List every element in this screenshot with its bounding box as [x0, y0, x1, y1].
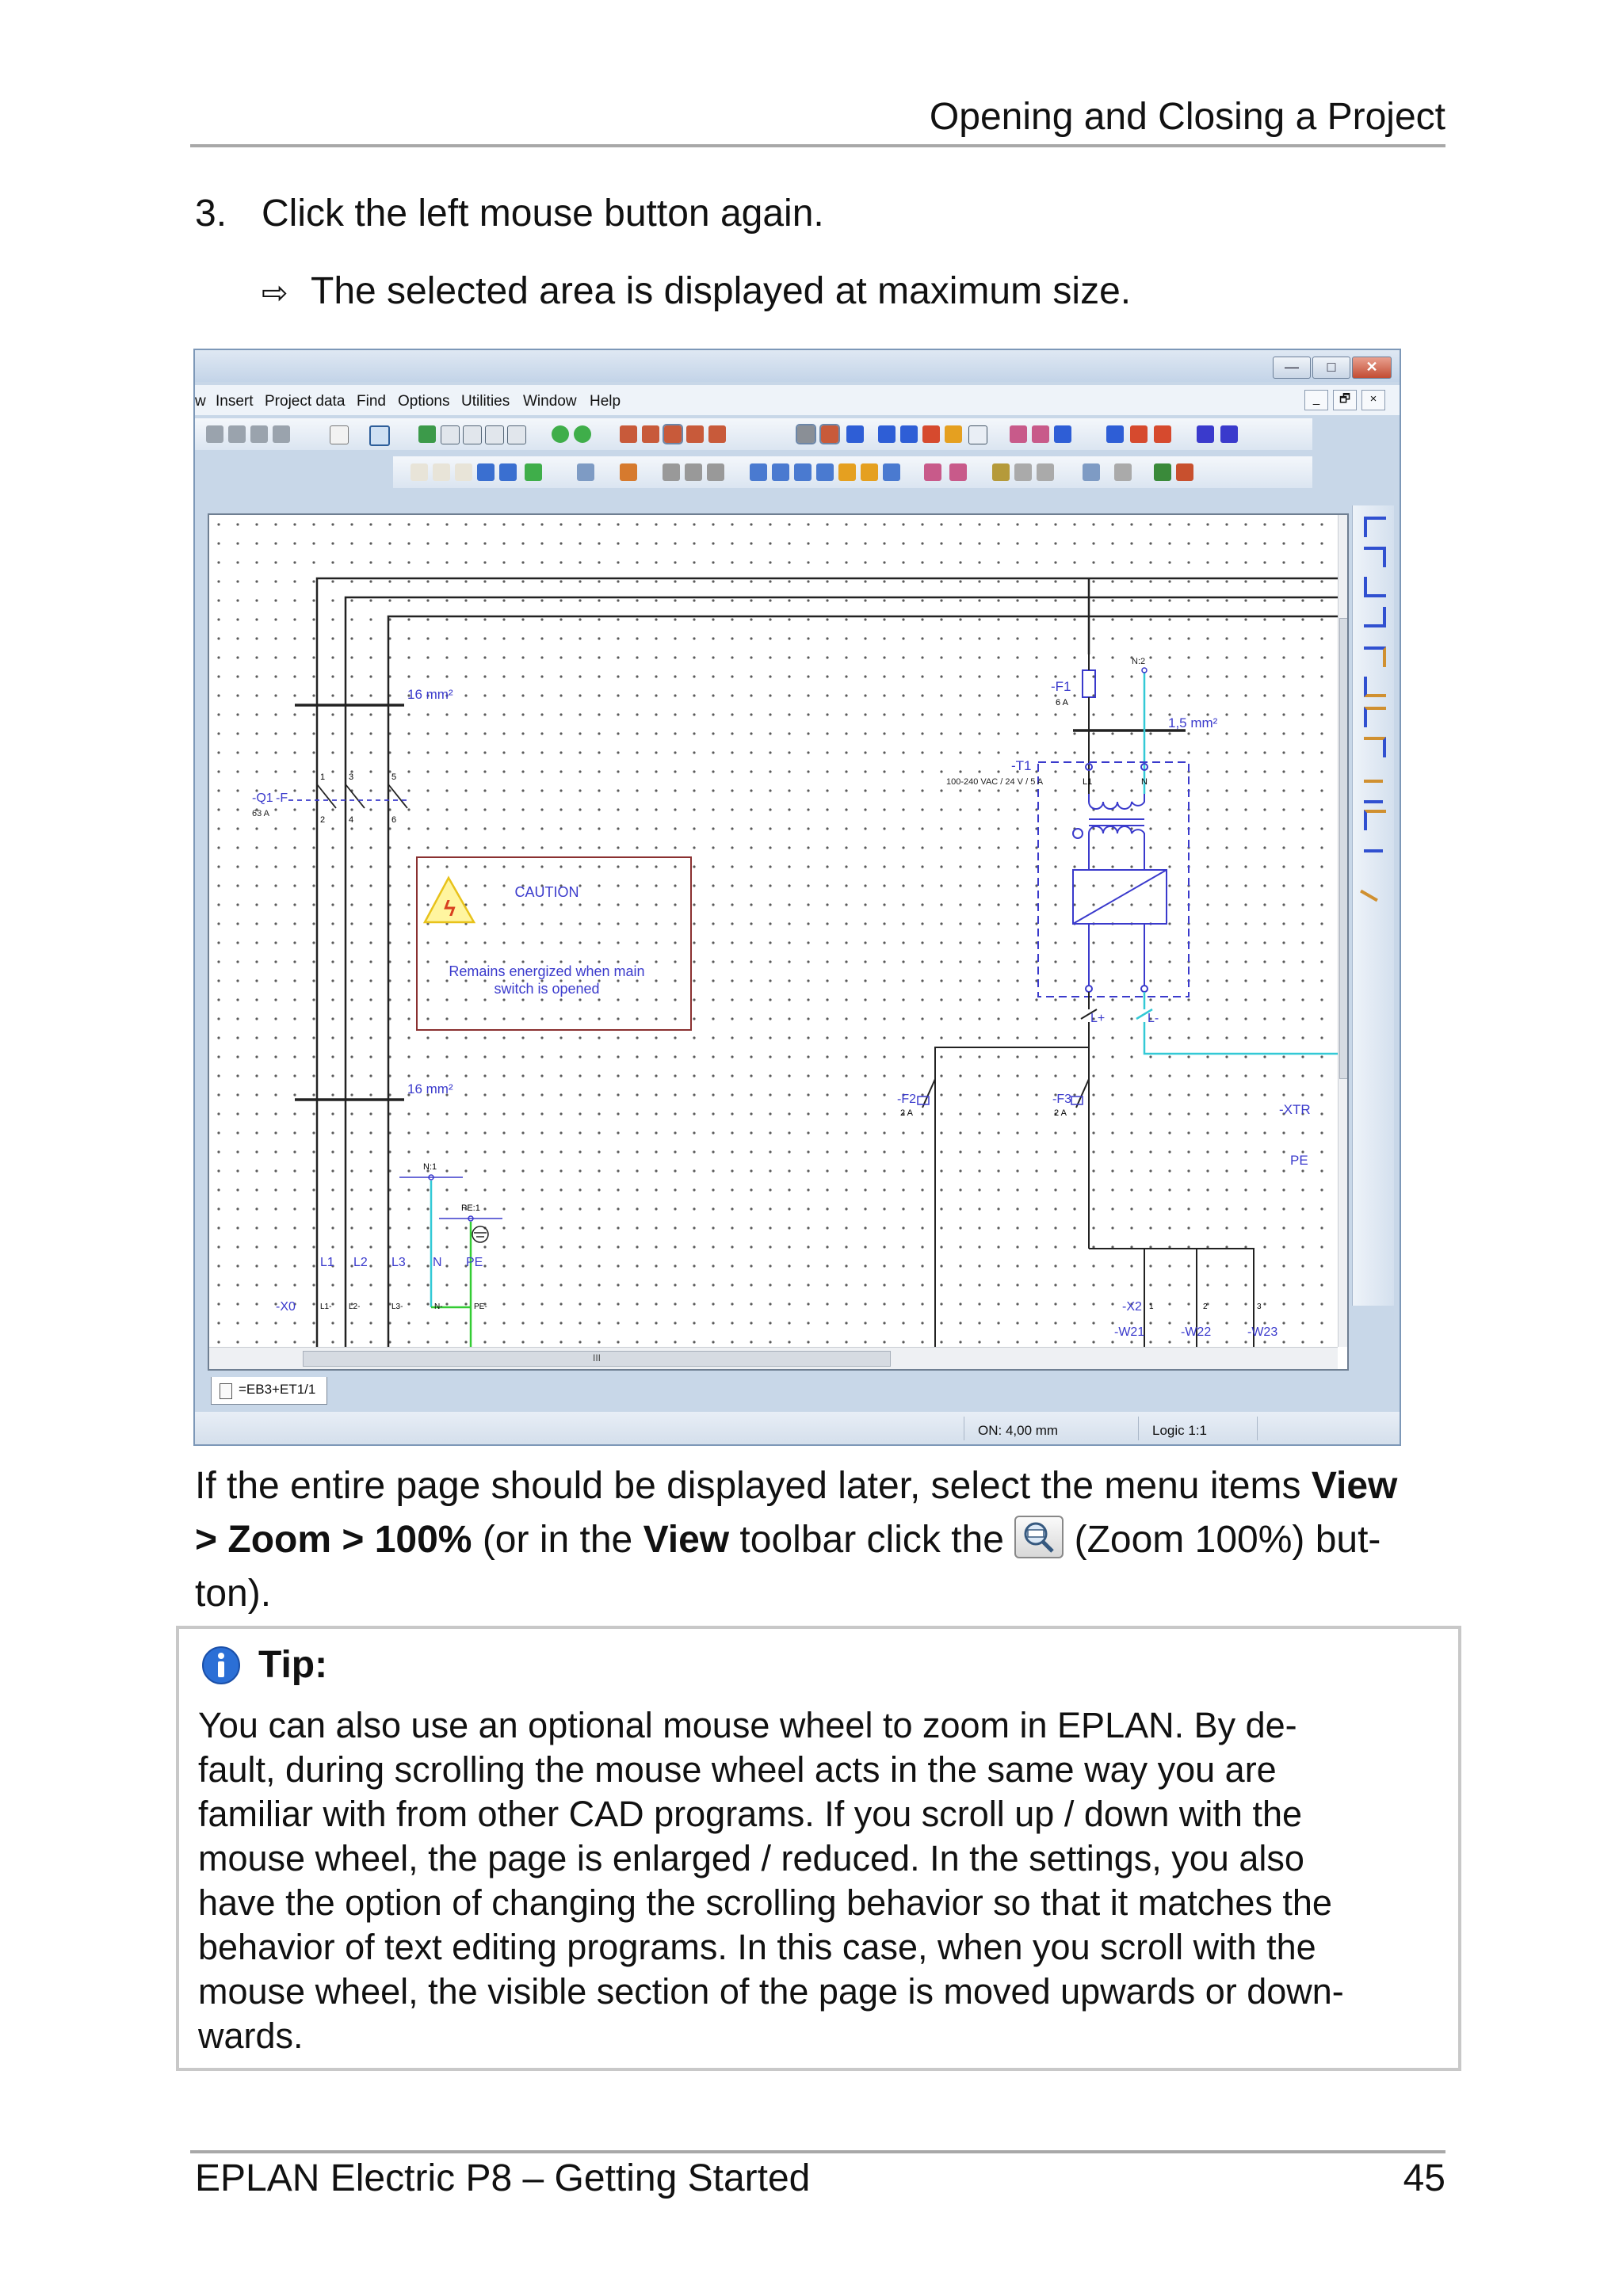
zoom-instruction-paragraph — [195, 1459, 1431, 1621]
pin-6: 6 — [391, 815, 397, 825]
plug-icon[interactable] — [794, 463, 812, 481]
cable-w23: -W23 — [1247, 1325, 1278, 1339]
wire-label-n: N — [433, 1256, 442, 1269]
info-icon — [201, 1646, 241, 1685]
tee-left-icon[interactable] — [1364, 737, 1386, 757]
footer-rule — [190, 2150, 1445, 2153]
x0-term-l1: L1- — [320, 1302, 332, 1311]
tip-line: behavior of text editing programs. In this case, when you scroll with the — [198, 1927, 1316, 1967]
f1-label: -F1 — [1051, 679, 1071, 694]
bus-icon[interactable] — [1106, 425, 1124, 443]
pin-4: 4 — [349, 815, 354, 825]
para-text-1: If the entire page should be displayed later, select the menu items — [195, 1465, 1312, 1507]
n2-label: N:2 — [1132, 657, 1146, 666]
menu-help[interactable]: Help — [590, 393, 621, 410]
jump-icon[interactable] — [1364, 849, 1383, 870]
x0-term-n: N- — [434, 1302, 443, 1311]
pin-3: 3 — [349, 772, 354, 782]
t1-rating: 100-240 VAC / 24 V / 5 A — [946, 777, 1044, 787]
page-back-icon[interactable] — [477, 463, 495, 481]
result-text: The selected area is displayed at maximum size. — [311, 270, 1132, 312]
status-bar — [195, 1412, 1400, 1446]
corner-bottom-right-icon[interactable] — [1364, 607, 1386, 627]
back-icon[interactable] — [552, 425, 569, 443]
cross-icon[interactable] — [1364, 780, 1383, 803]
menu-window[interactable]: Window — [523, 393, 577, 410]
report-icon[interactable] — [1176, 463, 1193, 481]
motor-icon[interactable] — [883, 463, 900, 481]
contact-icon[interactable] — [838, 463, 856, 481]
tip-line: mouse wheel, the page is enlarged / reduced. In the settings, you also — [198, 1838, 1304, 1878]
earth-icon[interactable] — [949, 463, 967, 481]
table-icon[interactable] — [1114, 463, 1132, 481]
corner-top-right-icon[interactable] — [1364, 547, 1386, 567]
pin-5: 5 — [391, 772, 397, 782]
svg-text:ϟ: ϟ — [444, 896, 456, 921]
terminal-icon[interactable] — [750, 463, 767, 481]
tip-line: familiar with from other CAD programs. If you scroll up / down with the — [198, 1794, 1303, 1834]
tip-line: have the option of changing the scrolling behavior so that it matches the — [198, 1882, 1332, 1923]
window-controls — [1273, 357, 1392, 379]
step-number: 3. — [195, 193, 227, 235]
macro-icon[interactable] — [577, 463, 594, 481]
tip-line: mouse wheel, the visible section of the page is moved upwards or down- — [198, 1971, 1344, 2012]
page-prev-icon[interactable] — [499, 463, 517, 481]
pin-1: 1 — [320, 772, 326, 782]
q1-f-label: -F — [276, 791, 288, 805]
result-arrow-icon: ⇨ — [262, 276, 288, 311]
step-text: Click the left mouse button again. — [262, 193, 824, 235]
x2-term-2: 2 — [1203, 1302, 1208, 1311]
grid-toggle-icon[interactable] — [797, 425, 815, 443]
wire-label-pe: PE — [466, 1256, 483, 1269]
page-icon — [220, 1383, 232, 1399]
menu-path-zoom: > Zoom > 100% — [195, 1519, 472, 1561]
tip-box — [176, 1626, 1461, 2071]
zoom-out-icon[interactable] — [485, 425, 504, 444]
document-window-controls — [1304, 390, 1385, 410]
pe-icon[interactable] — [924, 463, 941, 481]
menu-bar — [195, 385, 1400, 415]
socket-icon[interactable] — [816, 463, 834, 481]
page-new-icon[interactable] — [411, 463, 428, 481]
t1-label: -T1 — [1011, 758, 1032, 773]
page-copy-icon[interactable] — [455, 463, 472, 481]
cross-alt-icon[interactable] — [1364, 810, 1386, 830]
zoom-100-button-icon — [1014, 1516, 1064, 1558]
logic-status: Logic 1:1 — [1152, 1423, 1207, 1438]
redo-list-icon[interactable] — [273, 425, 290, 443]
caution-text-line-1: Remains energized when main — [449, 963, 645, 979]
tip-line: wards. — [198, 2016, 304, 2056]
f3-rating: 2 A — [1054, 1108, 1067, 1118]
caution-text-line-2: switch is opened — [494, 981, 600, 997]
maximize-button[interactable]: □ — [1312, 357, 1350, 379]
grid-e-icon[interactable] — [708, 425, 726, 443]
cross-section-label-2: 16 mm² — [407, 1081, 453, 1097]
path-icon[interactable] — [1083, 463, 1100, 481]
x0-label: -X0 — [276, 1300, 296, 1314]
xtr-label: -XTR — [1279, 1102, 1311, 1117]
grid-b-icon[interactable] — [642, 425, 659, 443]
location-box-icon[interactable] — [1037, 463, 1054, 481]
horizontal-scroll-thumb[interactable]: III — [303, 1351, 891, 1367]
page-tab[interactable] — [211, 1377, 327, 1405]
tee-right-icon[interactable] — [1364, 707, 1386, 727]
t1-n: N — [1141, 777, 1148, 787]
step-result — [262, 269, 1131, 313]
zoom-100-icon[interactable] — [507, 425, 526, 444]
doc-restore-button[interactable]: 🗗 — [1333, 390, 1357, 410]
tip-heading-text: Tip: — [258, 1644, 328, 1686]
pointer-icon[interactable] — [1197, 425, 1214, 443]
arc-icon[interactable] — [900, 425, 918, 443]
grid-c-icon[interactable] — [664, 425, 682, 443]
cable-w22: -W22 — [1181, 1325, 1212, 1339]
para-text-2: (or in the — [472, 1519, 643, 1561]
page-next-icon[interactable] — [525, 463, 542, 481]
footer-title: EPLAN Electric P8 – Getting Started — [195, 2157, 811, 2199]
pin-2: 2 — [320, 815, 326, 825]
menu-utilities[interactable]: Utilities — [461, 393, 510, 410]
f2-rating: 2 A — [900, 1108, 913, 1118]
toolbar-name-view: View — [643, 1519, 730, 1561]
page-number: 45 — [1403, 2157, 1445, 2199]
potential-icon[interactable] — [1054, 425, 1071, 443]
forward-icon[interactable] — [574, 425, 591, 443]
cart-icon[interactable] — [1154, 463, 1171, 481]
menu-project-data[interactable]: Project data — [265, 393, 346, 410]
f2-label: -F2 — [897, 1093, 916, 1106]
connection-icon[interactable] — [922, 425, 940, 443]
device-icon[interactable] — [620, 463, 637, 481]
schematic-drawing[interactable] — [209, 515, 1338, 1347]
minimize-button[interactable]: — — [1273, 357, 1311, 379]
menu-options[interactable]: Options — [398, 393, 450, 410]
menu-find[interactable]: Find — [357, 393, 386, 410]
n1-label: N:1 — [423, 1162, 437, 1172]
coil-icon[interactable] — [861, 463, 878, 481]
para-text-4: (Zoom 100%) but- — [1064, 1519, 1381, 1561]
x0-term-pe: PE- — [474, 1302, 487, 1311]
x2-term-3: 3 — [1257, 1302, 1262, 1311]
cable-icon[interactable] — [1010, 425, 1027, 443]
cross-section-label-1: 16 mm² — [407, 687, 453, 702]
f3-label: -F3 — [1052, 1093, 1071, 1106]
close-button[interactable]: ✕ — [1352, 357, 1392, 379]
undo-list-icon[interactable] — [228, 425, 246, 443]
schematic-canvas[interactable] — [208, 513, 1349, 1371]
q1-label: -Q1 — [252, 791, 273, 805]
tip-line: You can also use an optional mouse wheel to zoom in EPLAN. By de- — [198, 1705, 1297, 1745]
check-icon[interactable] — [330, 425, 349, 444]
pe-label-right: PE — [1290, 1153, 1308, 1168]
toolbar-row-2 — [393, 456, 1312, 488]
tip-text — [198, 1703, 1450, 2058]
input-box-icon[interactable] — [968, 425, 987, 444]
connection-symbols-toolbar — [1352, 505, 1394, 1306]
para-text-5: ton). — [195, 1573, 272, 1615]
crosshair-icon[interactable] — [1220, 425, 1238, 443]
page-tab-label: =EB3+ET1/1 — [239, 1382, 316, 1397]
step-3 — [195, 192, 824, 235]
tip-line: fault, during scrolling the mouse wheel acts in the same way you are — [198, 1749, 1277, 1790]
wire-label-l2: L2 — [353, 1256, 368, 1269]
x0-term-l2: L2- — [349, 1302, 361, 1311]
cable-w21: -W21 — [1114, 1325, 1145, 1339]
tip-heading — [201, 1643, 327, 1687]
x2-label: -X2 — [1122, 1300, 1142, 1314]
wire-label-l1: L1 — [320, 1256, 334, 1269]
link-icon[interactable] — [1154, 425, 1171, 443]
eplan-window — [193, 349, 1401, 1446]
l-minus-label: L- — [1148, 1012, 1159, 1025]
zoom-window-icon[interactable] — [441, 425, 460, 444]
shield-icon[interactable] — [1032, 425, 1049, 443]
zoom-in-icon[interactable] — [463, 425, 482, 444]
para-text-3: toolbar click the — [729, 1519, 1015, 1561]
toolbar-row-1 — [195, 418, 1312, 450]
angle-icon[interactable] — [1360, 875, 1387, 902]
f1-rating: 6 A — [1056, 698, 1068, 707]
interrupt-icon[interactable] — [1130, 425, 1148, 443]
x2-term-1: 1 — [1149, 1302, 1154, 1311]
menu-path-view: View — [1311, 1465, 1398, 1507]
corner-top-left-icon[interactable] — [1364, 517, 1386, 537]
doc-close-button[interactable]: × — [1361, 390, 1385, 410]
window-icon[interactable] — [369, 425, 390, 446]
corner-bottom-left-icon[interactable] — [1364, 577, 1386, 597]
redo-icon[interactable] — [250, 425, 268, 443]
tee-up-icon[interactable] — [1364, 677, 1386, 697]
page-open-icon[interactable] — [433, 463, 450, 481]
plc-icon[interactable] — [663, 463, 680, 481]
menu-view-partial[interactable]: w — [195, 393, 206, 410]
horizontal-scrollbar[interactable] — [209, 1347, 1338, 1370]
vertical-scrollbar[interactable] — [1338, 515, 1349, 1347]
caution-title: CAUTION — [514, 884, 579, 900]
page-tab-bar — [208, 1377, 1349, 1409]
wire-label-l3: L3 — [391, 1256, 406, 1269]
marker-icon[interactable] — [846, 425, 864, 443]
x0-term-l3: L3- — [391, 1302, 403, 1311]
grid-a-icon[interactable] — [620, 425, 637, 443]
grid-d-icon[interactable] — [686, 425, 704, 443]
terminal-strip-icon[interactable] — [772, 463, 789, 481]
vertical-scroll-thumb[interactable] — [1339, 618, 1349, 1079]
status-separator — [1138, 1417, 1139, 1440]
menu-insert[interactable]: Insert — [216, 393, 254, 410]
grid-status: ON: 4,00 mm — [978, 1423, 1059, 1438]
regenerate-icon[interactable] — [418, 425, 436, 443]
q1-rating: 63 A — [252, 809, 270, 818]
l-plus-label: L+ — [1090, 1012, 1106, 1025]
plc-card-icon[interactable] — [685, 463, 702, 481]
line-icon[interactable] — [878, 425, 896, 443]
title-bar — [195, 350, 1400, 382]
structure-box-icon[interactable] — [1014, 463, 1032, 481]
header-rule — [190, 144, 1445, 147]
status-separator — [1257, 1417, 1258, 1440]
text-icon[interactable] — [945, 425, 962, 443]
cross-section-label-3: 1,5 mm² — [1168, 715, 1218, 730]
doc-minimize-button[interactable]: _ — [1304, 390, 1328, 410]
snap-icon[interactable] — [821, 425, 838, 443]
plc-io-icon[interactable] — [707, 463, 724, 481]
t1-l1: L1 — [1083, 777, 1093, 787]
undo-icon[interactable] — [206, 425, 223, 443]
pe1-label: PE:1 — [461, 1203, 480, 1213]
running-header: Opening and Closing a Project — [929, 96, 1445, 138]
tee-down-icon[interactable] — [1364, 646, 1386, 667]
black-box-icon[interactable] — [992, 463, 1010, 481]
